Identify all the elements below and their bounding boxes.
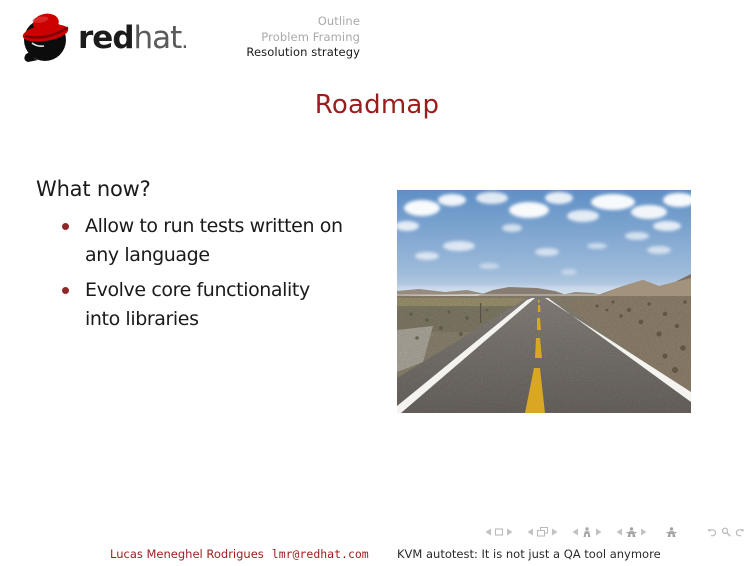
find-icon[interactable] [721,527,731,537]
prev-subsection-icon[interactable] [572,528,578,536]
history-nav-group [707,527,745,537]
author-email[interactable]: lmr@redhat.com [271,547,369,561]
logo-hat-text: hat [133,19,182,56]
bullet-list [85,212,405,340]
logo-red-text: red [78,19,134,56]
appendix-icon[interactable] [666,527,677,537]
forward-icon[interactable] [735,528,745,537]
slide-icon[interactable] [495,528,503,536]
bullet-text: Allow to run tests written on any language [85,215,343,266]
prev-section-icon[interactable] [616,528,622,536]
back-icon[interactable] [707,528,717,537]
next-subsection-icon[interactable] [596,528,602,536]
prev-frame-icon[interactable] [527,528,533,536]
appendix-nav-group [666,527,677,537]
question-heading: What now? [36,177,151,201]
desert-road-photo [397,190,691,413]
section-navigation [0,14,360,61]
bullet-icon [62,223,69,230]
page-title: Roadmap [314,90,440,120]
subsection-nav-group [572,527,602,537]
nav-item-problem-framing[interactable]: Problem Framing [261,29,360,44]
subsection-icon[interactable] [582,527,592,537]
footer-author-line [110,547,369,561]
section-icon[interactable] [626,527,637,537]
section-nav-group [616,527,647,537]
next-section-icon[interactable] [641,528,647,536]
bullet-text: Evolve core functionality into libraries [85,279,310,330]
logo-trademark: . [181,28,188,54]
next-slide-icon[interactable] [507,528,513,536]
nav-item-outline[interactable]: Outline [317,14,360,28]
presentation-title: KVM autotest: It is not just a QA tool anymore [397,547,661,561]
prev-slide-icon[interactable] [485,528,491,536]
beamer-navigation [485,525,745,539]
author-name: Lucas Meneghel Rodrigues [110,547,264,561]
nav-item-resolution-strategy[interactable]: Resolution strategy [246,45,360,59]
bullet-icon [62,287,69,294]
frame-icon[interactable] [537,527,548,537]
slide-nav-group [485,528,513,536]
list-item [85,276,405,334]
next-frame-icon[interactable] [552,528,558,536]
frame-nav-group [527,527,558,537]
list-item [85,212,405,270]
